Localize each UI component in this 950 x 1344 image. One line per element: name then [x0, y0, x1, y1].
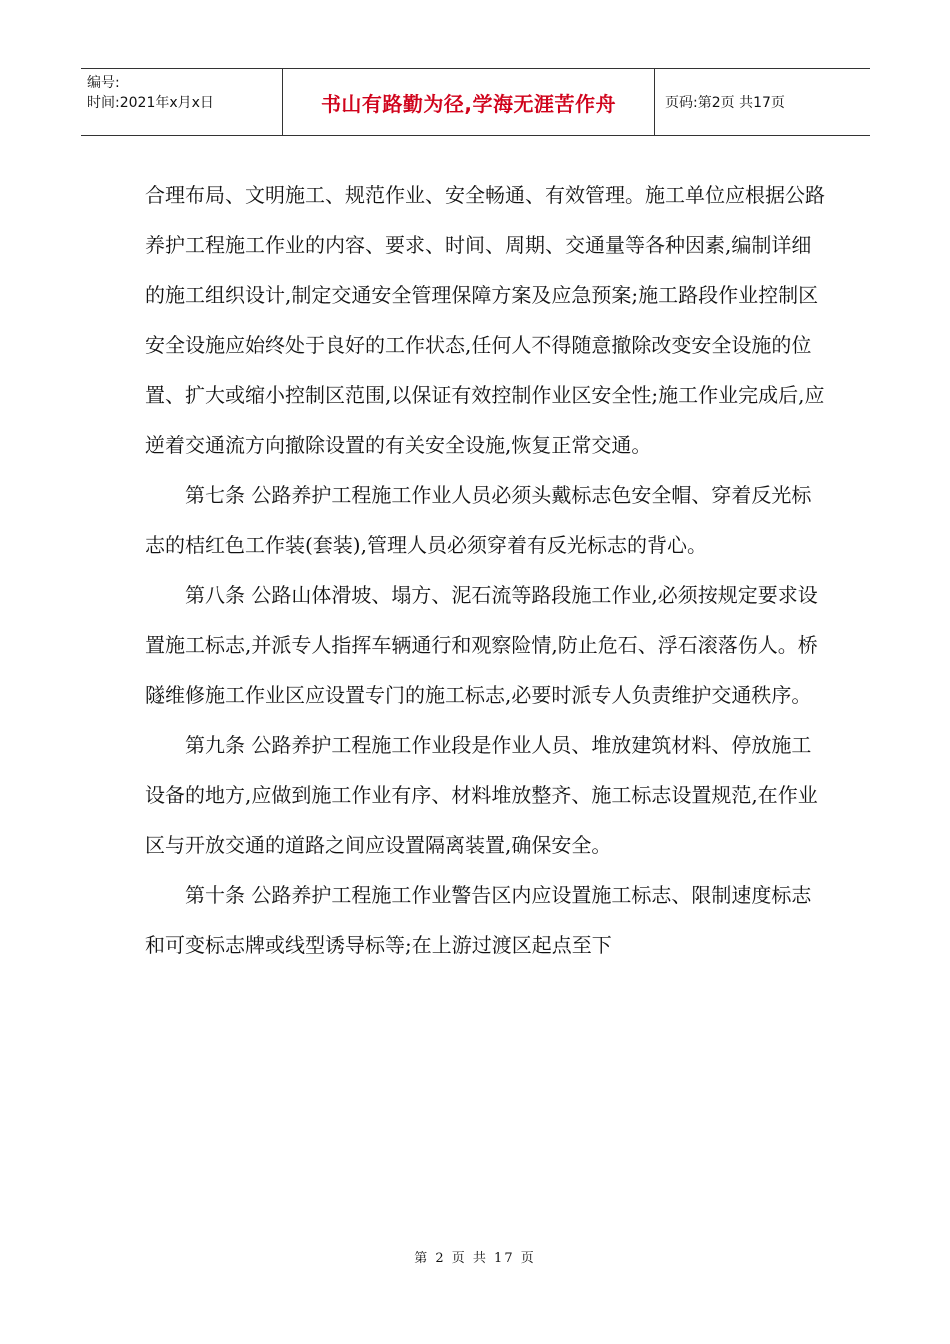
paragraph-continued: 合理布局、文明施工、规范作业、安全畅通、有效管理。施工单位应根据公路养护工程施工作业的内容、要求、时间、周期、交通量等各种因素,编制详细的施工组织设计,制定交通安全管理保障方案及应急预案;施工路段作业控制区安全设施应始终处于良好的工作状态,任何人不得随意撤除改变安全设施的位置、扩大或缩小控制区范围,以保证有效控制作业区安全性;施工作业完成后,应逆着交通流方向撤除设置的有关安全设施,恢复正常交通。	[145, 183, 825, 457]
article-10: 第十条 公路养护工程施工作业警告区内应设置施工标志、限制速度标志和可变标志牌或线型诱导标等;在上游过渡区起点至下	[145, 883, 812, 957]
page-footer: 第 2 页 共 17 页	[414, 1251, 536, 1266]
document-date: 时间:2021年x月x日	[87, 95, 214, 111]
header-page-info: 页码:第2页 共17页	[665, 95, 785, 111]
header-motto: 书山有路勤为径,学海无涯苦作舟	[283, 69, 655, 135]
page-header	[81, 68, 870, 136]
article-8: 第八条 公路山体滑坡、塌方、泥石流等路段施工作业,必须按规定要求设置施工标志,并派专人指挥车辆通行和观察险情,防止危石、浮石滚落伤人。桥隧维修施工作业区应设置专门的施工标志,必要时派专人负责维护交通秩序。	[145, 583, 818, 707]
document-number-label: 编号:	[87, 75, 120, 91]
article-9: 第九条 公路养护工程施工作业段是作业人员、堆放建筑材料、停放施工设备的地方,应做到施工作业有序、材料堆放整齐、施工标志设置规范,在作业区与开放交通的道路之间应设置隔离装置,确保安全。	[145, 733, 818, 857]
article-7: 第七条 公路养护工程施工作业人员必须头戴标志色安全帽、穿着反光标志的桔红色工作装(套装),管理人员必须穿着有反光标志的背心。	[145, 483, 812, 557]
header-meta	[81, 69, 283, 135]
document-body	[145, 170, 825, 970]
